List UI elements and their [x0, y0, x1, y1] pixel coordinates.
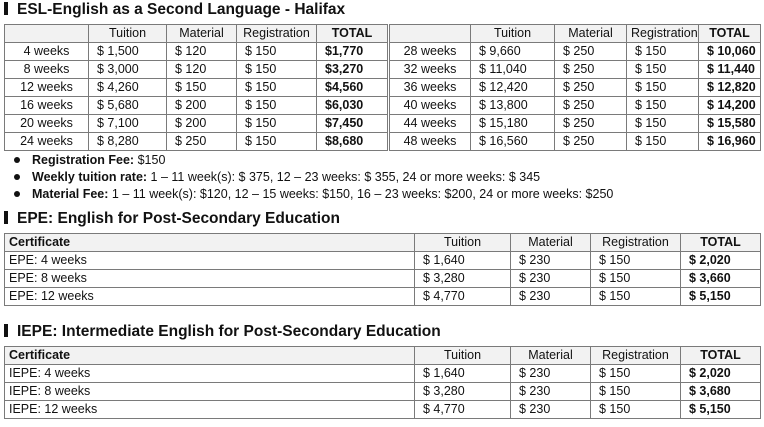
epe-header-certificate: Certificate — [5, 234, 415, 252]
cell-registration: $ 150 — [627, 115, 699, 133]
table-row — [5, 97, 761, 115]
cell-registration: $ 150 — [237, 79, 317, 97]
esl-left-header-term — [5, 25, 89, 43]
cell-material: $ 250 — [555, 61, 627, 79]
note-label: Material Fee: — [32, 187, 109, 201]
cell-total: $ 2,020 — [681, 365, 761, 383]
note-label: Registration Fee: — [32, 153, 135, 167]
note-text: 1 – 11 week(s): $120, 12 – 15 weeks: $150, 16 – 23 weeks: $200, 24 or more weeks: $250 — [108, 187, 614, 201]
note-label: Weekly tuition rate: — [32, 170, 148, 184]
iepe-header-tuition: Tuition — [415, 347, 511, 365]
cell-registration: $ 150 — [627, 61, 699, 79]
iepe-title: IEPE: Intermediate English for Post-Secondary Education — [17, 323, 441, 340]
cell-tuition: $ 1,500 — [89, 43, 167, 61]
cell-tuition: $ 4,260 — [89, 79, 167, 97]
cell-tuition: $ 3,280 — [415, 270, 511, 288]
cell-term: 44 weeks — [389, 115, 471, 133]
cell-material: $ 250 — [555, 43, 627, 61]
table-row — [5, 133, 761, 151]
cell-registration: $ 150 — [591, 401, 681, 419]
epe-header-total: TOTAL — [681, 234, 761, 252]
esl-right-header-tuition: Tuition — [471, 25, 555, 43]
cell-material: $ 200 — [167, 115, 237, 133]
cell-registration: $ 150 — [627, 97, 699, 115]
epe-header-tuition: Tuition — [415, 234, 511, 252]
cell-certificate: IEPE: 12 weeks — [5, 401, 415, 419]
esl-left-header-material: Material — [167, 25, 237, 43]
cell-tuition: $ 7,100 — [89, 115, 167, 133]
table-row — [5, 365, 761, 383]
cell-material: $ 250 — [555, 133, 627, 151]
cell-material: $ 230 — [511, 252, 591, 270]
iepe-header-total: TOTAL — [681, 347, 761, 365]
table-row — [5, 61, 761, 79]
heading-bar-icon — [4, 324, 8, 337]
table-row — [5, 270, 761, 288]
cell-registration: $ 150 — [627, 133, 699, 151]
table-row — [5, 401, 761, 419]
cell-term: 28 weeks — [389, 43, 471, 61]
cell-total: $ 3,680 — [681, 383, 761, 401]
cell-material: $ 230 — [511, 383, 591, 401]
table-row — [5, 383, 761, 401]
esl-left-header-registration: Registration — [237, 25, 317, 43]
cell-material: $ 250 — [167, 133, 237, 151]
cell-tuition: $ 5,680 — [89, 97, 167, 115]
epe-fee-table — [4, 233, 761, 306]
note-weekly-tuition-rate — [14, 169, 613, 186]
cell-term: 24 weeks — [5, 133, 89, 151]
cell-registration: $ 150 — [237, 97, 317, 115]
esl-left-header-total: TOTAL — [317, 25, 389, 43]
cell-material: $ 120 — [167, 43, 237, 61]
esl-right-header-total: TOTAL — [699, 25, 761, 43]
cell-tuition: $ 16,560 — [471, 133, 555, 151]
cell-certificate: EPE: 12 weeks — [5, 288, 415, 306]
cell-registration: $ 150 — [591, 383, 681, 401]
cell-term: 20 weeks — [5, 115, 89, 133]
cell-total: $ 2,020 — [681, 252, 761, 270]
cell-material: $ 230 — [511, 270, 591, 288]
cell-material: $ 120 — [167, 61, 237, 79]
cell-registration: $ 150 — [237, 43, 317, 61]
esl-title: ESL-English as a Second Language - Halifax — [17, 1, 346, 18]
epe-header-row — [5, 234, 761, 252]
esl-left-header-tuition: Tuition — [89, 25, 167, 43]
cell-term: 12 weeks — [5, 79, 89, 97]
cell-material: $ 250 — [555, 115, 627, 133]
table-row — [5, 115, 761, 133]
cell-tuition: $ 13,800 — [471, 97, 555, 115]
bullet-icon — [14, 174, 20, 180]
heading-bar-icon — [4, 211, 8, 224]
cell-material: $ 230 — [511, 288, 591, 306]
cell-total: $ 5,150 — [681, 401, 761, 419]
cell-tuition: $ 9,660 — [471, 43, 555, 61]
cell-registration: $ 150 — [627, 43, 699, 61]
iepe-header-row — [5, 347, 761, 365]
cell-registration: $ 150 — [627, 79, 699, 97]
cell-tuition: $ 11,040 — [471, 61, 555, 79]
cell-registration: $ 150 — [237, 61, 317, 79]
cell-total: $3,270 — [317, 61, 389, 79]
table-row — [5, 43, 761, 61]
cell-tuition: $ 1,640 — [415, 252, 511, 270]
cell-registration: $ 150 — [591, 270, 681, 288]
note-text: $150 — [134, 153, 166, 167]
cell-tuition: $ 12,420 — [471, 79, 555, 97]
iepe-fee-table — [4, 346, 761, 419]
cell-total: $4,560 — [317, 79, 389, 97]
cell-total: $7,450 — [317, 115, 389, 133]
cell-term: 40 weeks — [389, 97, 471, 115]
cell-registration: $ 150 — [237, 115, 317, 133]
cell-term: 4 weeks — [5, 43, 89, 61]
cell-total: $ 10,060 — [699, 43, 761, 61]
epe-heading — [4, 210, 340, 228]
table-row — [5, 288, 761, 306]
cell-tuition: $ 1,640 — [415, 365, 511, 383]
note-registration-fee — [14, 152, 613, 169]
epe-header-registration: Registration — [591, 234, 681, 252]
cell-total: $ 3,660 — [681, 270, 761, 288]
cell-tuition: $ 4,770 — [415, 288, 511, 306]
cell-material: $ 250 — [555, 97, 627, 115]
cell-registration: $ 150 — [591, 252, 681, 270]
iepe-header-registration: Registration — [591, 347, 681, 365]
cell-tuition: $ 3,000 — [89, 61, 167, 79]
esl-right-header-material: Material — [555, 25, 627, 43]
esl-fee-table — [4, 24, 761, 151]
esl-right-header-registration: Registration — [627, 25, 699, 43]
cell-material: $ 230 — [511, 401, 591, 419]
cell-registration: $ 150 — [237, 133, 317, 151]
epe-title: EPE: English for Post-Secondary Education — [17, 210, 340, 227]
cell-certificate: IEPE: 8 weeks — [5, 383, 415, 401]
iepe-header-material: Material — [511, 347, 591, 365]
cell-material: $ 150 — [167, 79, 237, 97]
iepe-header-certificate: Certificate — [5, 347, 415, 365]
cell-total: $8,680 — [317, 133, 389, 151]
iepe-heading — [4, 323, 441, 341]
cell-term: 48 weeks — [389, 133, 471, 151]
note-material-fee — [14, 186, 613, 203]
heading-bar-icon — [4, 2, 8, 15]
cell-total: $ 12,820 — [699, 79, 761, 97]
cell-tuition: $ 4,770 — [415, 401, 511, 419]
cell-material: $ 230 — [511, 365, 591, 383]
table-row — [5, 79, 761, 97]
bullet-icon — [14, 191, 20, 197]
cell-tuition: $ 8,280 — [89, 133, 167, 151]
cell-registration: $ 150 — [591, 288, 681, 306]
table-row — [5, 252, 761, 270]
epe-header-material: Material — [511, 234, 591, 252]
cell-tuition: $ 15,180 — [471, 115, 555, 133]
cell-term: 32 weeks — [389, 61, 471, 79]
cell-total: $ 14,200 — [699, 97, 761, 115]
cell-total: $1,770 — [317, 43, 389, 61]
cell-total: $ 11,440 — [699, 61, 761, 79]
cell-total: $ 16,960 — [699, 133, 761, 151]
esl-notes — [14, 152, 613, 203]
cell-certificate: IEPE: 4 weeks — [5, 365, 415, 383]
cell-certificate: EPE: 8 weeks — [5, 270, 415, 288]
cell-term: 16 weeks — [5, 97, 89, 115]
cell-tuition: $ 3,280 — [415, 383, 511, 401]
cell-total: $6,030 — [317, 97, 389, 115]
esl-right-header-term — [389, 25, 471, 43]
cell-material: $ 200 — [167, 97, 237, 115]
cell-term: 36 weeks — [389, 79, 471, 97]
note-text: 1 – 11 week(s): $ 375, 12 – 23 weeks: $ 355, 24 or more weeks: $ 345 — [147, 170, 541, 184]
cell-registration: $ 150 — [591, 365, 681, 383]
esl-heading — [4, 1, 345, 19]
esl-header-row — [5, 25, 761, 43]
cell-certificate: EPE: 4 weeks — [5, 252, 415, 270]
cell-total: $ 5,150 — [681, 288, 761, 306]
bullet-icon — [14, 157, 20, 163]
cell-term: 8 weeks — [5, 61, 89, 79]
cell-total: $ 15,580 — [699, 115, 761, 133]
cell-material: $ 250 — [555, 79, 627, 97]
